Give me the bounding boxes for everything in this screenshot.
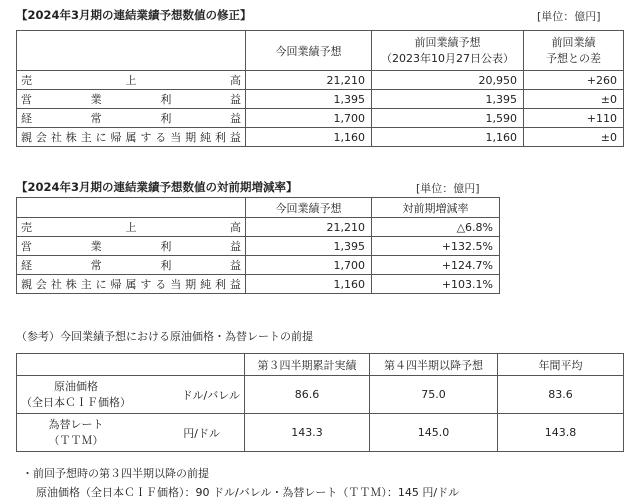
ordinary-income-previous: 1,590 <box>372 109 524 128</box>
operating-income-difference: ±0 <box>524 90 624 109</box>
yoy-header-blank <box>17 198 246 218</box>
revision-row-net-sales <box>17 71 624 90</box>
fx-rate-avg: 143.8 <box>498 414 624 452</box>
yoy-net-income-label-char: す <box>140 278 152 291</box>
revision-row-operating-income <box>17 90 624 109</box>
net-sales-label-char: 高 <box>230 74 241 87</box>
net-income-label-char: す <box>140 131 152 144</box>
yoy-net-income-label-char: 主 <box>80 278 92 291</box>
yoy-net-income-label-char: 属 <box>125 278 137 291</box>
net-sales-difference: +260 <box>524 71 624 90</box>
net-income-difference: ±0 <box>524 128 624 147</box>
crude-oil-label-sub: （全日本ＣＩＦ価格） <box>21 395 131 409</box>
net-income-label-char: 属 <box>125 131 137 144</box>
revision-row-net-income <box>17 128 624 147</box>
header-diff-line2: 予想との差 <box>546 51 601 65</box>
net-income-label-char: 益 <box>229 131 241 144</box>
net-sales-label <box>17 71 246 90</box>
yoy-net-income-label-char: に <box>95 278 107 291</box>
crude-oil-avg: 83.6 <box>498 376 624 414</box>
header-annual-average: 年間平均 <box>498 354 624 376</box>
header-q4-forecast: 第４四半期以降予想 <box>370 354 498 376</box>
fx-rate-q4: 145.0 <box>370 414 498 452</box>
section1-unit: [単位：億円] <box>537 10 601 23</box>
yoy-net-income-current: 1,160 <box>246 275 372 294</box>
header-blank <box>17 31 246 71</box>
revision-row-ordinary-income <box>17 109 624 128</box>
yoy-net-income-label-char: 会 <box>35 278 47 291</box>
yoy-net-sales-label-char: 高 <box>230 221 241 234</box>
yoy-net-income-label-char: る <box>155 278 167 291</box>
previous-assumption-detail: 原油価格（全日本ＣＩＦ価格）：90 ドル/バレル・為替レート（ＴＴＭ）：145 円/ドル <box>36 486 460 499</box>
yoy-net-income-label-char: 利 <box>214 278 226 291</box>
yoy-header-current-forecast: 今回業績予想 <box>246 198 372 218</box>
net-income-label-char: 社 <box>50 131 62 144</box>
yoy-operating-income-current: 1,395 <box>246 237 372 256</box>
crude-oil-unit: ドル/バレル <box>181 388 240 402</box>
yoy-net-income-label-char: 社 <box>50 278 62 291</box>
yoy-net-income-rate: +103.1% <box>372 275 500 294</box>
section1-title: 【2024年3月期の連結業績予想数値の修正】 <box>16 8 252 22</box>
ordinary-income-label <box>17 109 246 128</box>
section2-unit: [単位：億円] <box>416 182 480 195</box>
ordinary-income-label-char: 利 <box>160 112 172 125</box>
yoy-net-income-label-char: 帰 <box>110 278 122 291</box>
previous-assumption-note: ・前回予想時の第３四半期以降の前提 <box>22 467 209 480</box>
operating-income-previous: 1,395 <box>372 90 524 109</box>
net-sales-label-char: 売 <box>21 74 32 87</box>
yoy-ordinary-income-label-char: 常 <box>90 259 102 272</box>
net-sales-current: 21,210 <box>246 71 372 90</box>
operating-income-label-char: 営 <box>21 93 32 106</box>
yoy-net-sales-rate: △6.8% <box>372 218 500 237</box>
net-income-label <box>17 128 246 147</box>
assumption-table <box>16 353 624 452</box>
yoy-row-ordinary-income <box>17 256 500 275</box>
net-income-label-char: る <box>155 131 167 144</box>
yoy-net-sales-current: 21,210 <box>246 218 372 237</box>
net-income-label-char: 会 <box>35 131 47 144</box>
yoy-net-income-label-char: 期 <box>185 278 197 291</box>
ordinary-income-difference: +110 <box>524 109 624 128</box>
fx-rate-label: 為替レート <box>48 417 104 431</box>
net-income-label-char: 利 <box>214 131 226 144</box>
yoy-ordinary-income-label-char: 利 <box>160 259 172 272</box>
yoy-operating-income-label-char: 営 <box>21 240 32 253</box>
yoy-net-sales-label-char: 上 <box>125 221 137 234</box>
net-income-previous: 1,160 <box>372 128 524 147</box>
yoy-operating-income-label-char: 益 <box>229 240 241 253</box>
revision-table <box>16 30 624 147</box>
yoy-ordinary-income-label-char: 益 <box>229 259 241 272</box>
net-income-current: 1,160 <box>246 128 372 147</box>
yoy-ordinary-income-current: 1,700 <box>246 256 372 275</box>
crude-oil-row <box>17 376 624 414</box>
net-sales-label-char: 上 <box>125 74 137 87</box>
net-income-label-char: 主 <box>80 131 92 144</box>
header-previous-line2: （2023年10月27日公表） <box>381 51 514 65</box>
fx-rate-q3: 143.3 <box>245 414 370 452</box>
crude-oil-label-cell <box>17 376 245 414</box>
yoy-operating-income-label-char: 業 <box>90 240 102 253</box>
yoy-operating-income-label <box>17 237 246 256</box>
yoy-net-income-label-char: 純 <box>200 278 212 291</box>
fx-rate-row <box>17 414 624 452</box>
assumption-header-blank <box>17 354 245 376</box>
net-income-label-char: 株 <box>65 131 77 144</box>
yoy-net-income-label-char: 株 <box>65 278 77 291</box>
operating-income-label-char: 業 <box>90 93 102 106</box>
yoy-operating-income-label-char: 利 <box>160 240 172 253</box>
section2-title: 【2024年3月期の連結業績予想数値の対前期増減率】 <box>16 180 298 194</box>
yoy-ordinary-income-label-char: 経 <box>21 259 32 272</box>
yoy-net-sales-label <box>17 218 246 237</box>
crude-oil-q4: 75.0 <box>370 376 498 414</box>
yoy-header-change-rate: 対前期増減率 <box>372 198 500 218</box>
yoy-operating-income-rate: +132.5% <box>372 237 500 256</box>
header-q3-actual: 第３四半期累計実績 <box>245 354 370 376</box>
yoy-ordinary-income-label <box>17 256 246 275</box>
operating-income-label-char: 益 <box>229 93 241 106</box>
fx-rate-label-cell <box>17 414 245 452</box>
header-diff-line1: 前回業績 <box>551 35 596 49</box>
header-current-forecast: 今回業績予想 <box>246 31 372 71</box>
yoy-row-net-income <box>17 275 500 294</box>
header-previous-line1: 前回業績予想 <box>414 35 481 49</box>
yoy-net-income-label-char: 益 <box>229 278 241 291</box>
yoy-net-income-label <box>17 275 246 294</box>
yoy-row-operating-income <box>17 237 500 256</box>
operating-income-label <box>17 90 246 109</box>
ordinary-income-label-char: 常 <box>90 112 102 125</box>
net-income-label-char: 当 <box>170 131 182 144</box>
crude-oil-label: 原油価格 <box>54 379 98 393</box>
yoy-table <box>16 197 500 294</box>
operating-income-current: 1,395 <box>246 90 372 109</box>
yoy-net-income-label-char: 当 <box>170 278 182 291</box>
net-sales-previous: 20,950 <box>372 71 524 90</box>
yoy-ordinary-income-rate: +124.7% <box>372 256 500 275</box>
operating-income-label-char: 利 <box>160 93 172 106</box>
ordinary-income-label-char: 益 <box>229 112 241 125</box>
yoy-net-sales-label-char: 売 <box>21 221 32 234</box>
net-income-label-char: 帰 <box>110 131 122 144</box>
yoy-row-net-sales <box>17 218 500 237</box>
yoy-net-income-label-char: 親 <box>21 278 32 291</box>
section3-title: （参考）今回業績予想における原油価格・為替レートの前提 <box>16 330 313 343</box>
net-income-label-char: 親 <box>21 131 32 144</box>
fx-rate-label-sub: （ＴＴＭ） <box>48 433 104 447</box>
header-previous-forecast <box>372 31 524 71</box>
net-income-label-char: 期 <box>185 131 197 144</box>
net-income-label-char: に <box>95 131 107 144</box>
net-income-label-char: 純 <box>200 131 212 144</box>
ordinary-income-current: 1,700 <box>246 109 372 128</box>
ordinary-income-label-char: 経 <box>21 112 32 125</box>
header-difference <box>524 31 624 71</box>
fx-rate-unit: 円/ドル <box>183 426 220 440</box>
crude-oil-q3: 86.6 <box>245 376 370 414</box>
